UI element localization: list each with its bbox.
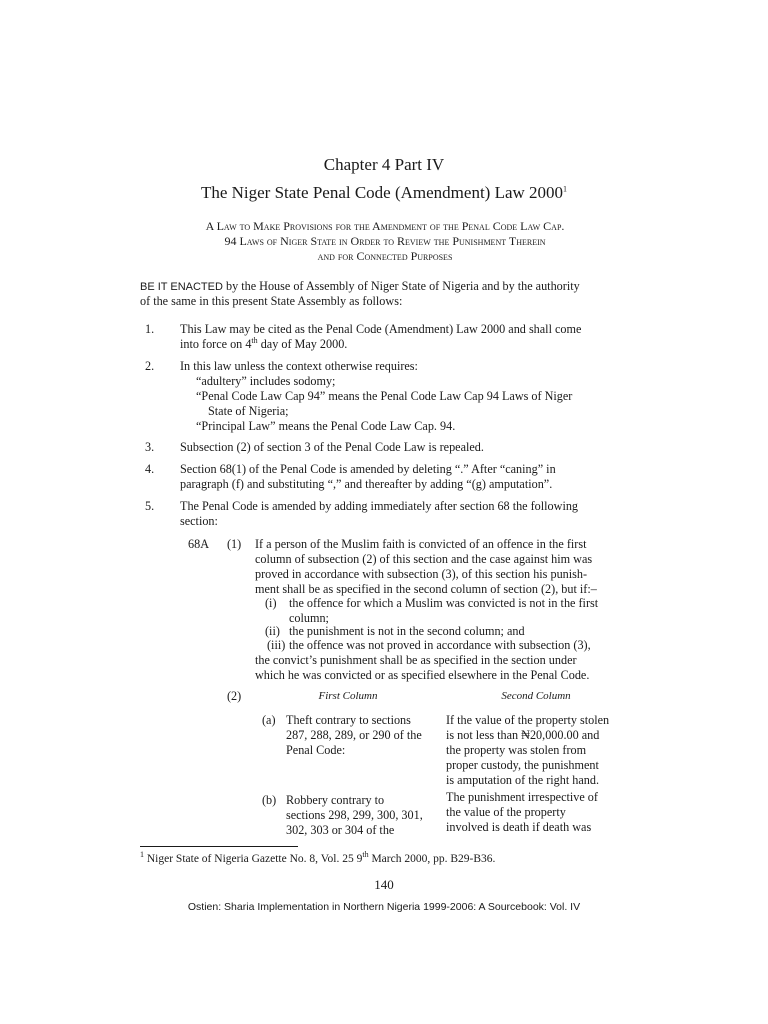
- condition-i-label: (i): [265, 596, 277, 610]
- subsection-2-label: (2): [227, 689, 242, 703]
- s68a-p1-line-4: ment shall be as specified in the second column of section (2), but if:–: [255, 582, 597, 596]
- row-b-c2-line: the value of the property: [446, 805, 566, 819]
- section-4-line-1: Section 68(1) of the Penal Code is amended by deleting “.” After “caning” in: [180, 462, 556, 476]
- section-5-line-2: section:: [180, 514, 218, 528]
- page-number: 140: [374, 877, 394, 892]
- section-4-number: 4.: [145, 462, 155, 476]
- section-2-number: 2.: [145, 359, 155, 373]
- section-2-intro: In this law unless the context otherwise requires:: [180, 359, 418, 373]
- section-1-date-a: into force on 4: [180, 337, 252, 351]
- s68a-p2-line-2: which he was convicted or as specified elsewhere in the Penal Code.: [255, 668, 590, 682]
- enacting-text-1: by the House of Assembly of Niger State of Nigeria and by the authority: [222, 279, 580, 293]
- s68a-p1-line-1: If a person of the Muslim faith is convicted of an offence in the first: [255, 537, 587, 551]
- row-a-c2-line: is amputation of the right hand.: [446, 773, 599, 787]
- enacting-lead: BE IT ENACTED: [140, 281, 223, 293]
- row-a-c2-line: proper custody, the punishment: [446, 758, 599, 772]
- first-column-heading: First Column: [318, 690, 378, 702]
- long-title-line-3: and for Connected Purposes: [317, 249, 453, 263]
- row-b-c2-line: involved is death if death was: [446, 820, 592, 834]
- definition-principal-law: “Principal Law” means the Penal Code Law Cap. 94.: [196, 419, 456, 433]
- section-1-line-2: [180, 337, 630, 352]
- footnote-number: 1: [140, 850, 144, 860]
- row-b-c2-line: The punishment irrespective of: [446, 790, 598, 804]
- row-b-c1-line: Robbery contrary to: [286, 793, 385, 807]
- enacting-clause-line-2: of the same in this present State Assembly as follows:: [140, 294, 403, 308]
- definition-penal-code-line-2: State of Nigeria;: [208, 404, 289, 418]
- row-a-c2-line: If the value of the property stolen: [446, 713, 610, 727]
- section-1-date-b: day of May 2000.: [257, 337, 348, 351]
- footnote: [140, 852, 640, 866]
- definition-penal-code-line-1: “Penal Code Law Cap 94” means the Penal Code Law Cap 94 Laws of Niger: [196, 389, 573, 403]
- section-1-number: 1.: [145, 322, 155, 336]
- condition-iii-label: (iii): [267, 638, 286, 652]
- footnote-marker: 1: [563, 184, 568, 194]
- row-a-c2-line: the property was stolen from: [446, 743, 587, 757]
- footnote-date-sup: th: [362, 850, 369, 860]
- condition-i-line-2: column;: [289, 611, 329, 625]
- law-title-text: The Niger State Penal Code (Amendment) Law 2000: [200, 183, 564, 202]
- section-5-number: 5.: [145, 499, 155, 513]
- condition-i-line-1: the offence for which a Muslim was convicted is not in the first: [289, 596, 599, 610]
- row-b-label: (b): [262, 793, 277, 807]
- law-title: [0, 183, 768, 203]
- section-3-number: 3.: [145, 440, 155, 454]
- section-68a-label: 68A: [188, 537, 209, 551]
- section-5-line-1: The Penal Code is amended by adding immediately after section 68 the following: [180, 499, 579, 513]
- s68a-p1-line-2: column of subsection (2) of this section and the case against him was: [255, 552, 593, 566]
- section-1-date-sup: th: [251, 335, 258, 345]
- condition-ii-label: (ii): [265, 624, 280, 638]
- section-3-text: Subsection (2) of section 3 of the Penal Code Law is repealed.: [180, 440, 484, 454]
- subsection-1-label: (1): [227, 537, 242, 551]
- footnote-rule: [140, 846, 298, 847]
- enacting-clause-line-1: [140, 279, 630, 295]
- second-column-heading: Second Column: [501, 690, 571, 702]
- row-b-second-column: [446, 790, 630, 835]
- condition-ii-text: the punishment is not in the second column; and: [289, 624, 525, 638]
- section-1-line-1: This Law may be cited as the Penal Code (Amendment) Law 2000 and shall come: [180, 322, 582, 336]
- row-a-c1-line: 287, 288, 289, or 290 of the: [286, 728, 422, 742]
- s68a-p2-line-1: the convict’s punishment shall be as specified in the section under: [255, 653, 577, 667]
- long-title-line-2: 94 Laws of Niger State in Order to Review the Punishment Therein: [224, 234, 546, 248]
- s68a-p1-line-3: proved in accordance with subsection (3), of this section his punish-: [255, 567, 588, 581]
- row-a-first-column: [286, 713, 434, 758]
- running-footer: Ostien: Sharia Implementation in Northern Nigeria 1999-2006: A Sourcebook: Vol. IV: [187, 901, 581, 913]
- section-4-line-2: paragraph (f) and substituting “,” and thereafter by adding “(g) amputation”.: [180, 477, 553, 491]
- long-title-line-1: A Law to Make Provisions for the Amendment of the Penal Code Law Cap.: [205, 219, 565, 233]
- row-b-first-column: [286, 793, 434, 838]
- row-a-second-column: [446, 713, 630, 788]
- row-a-label: (a): [262, 713, 276, 727]
- footnote-text-2: March 2000, pp. B29-B36.: [368, 853, 496, 865]
- row-a-c1-line: Penal Code:: [286, 743, 346, 757]
- row-a-c2-line: is not less than ₦20,000.00 and: [446, 728, 600, 742]
- footnote-text: Niger State of Nigeria Gazette No. 8, Vol. 25 9: [144, 853, 363, 865]
- chapter-heading: Chapter 4 Part IV: [323, 155, 445, 174]
- row-b-c1-line: sections 298, 299, 300, 301,: [286, 808, 423, 822]
- definition-adultery: “adultery” includes sodomy;: [196, 374, 336, 388]
- row-b-c1-line: 302, 303 or 304 of the: [286, 823, 395, 837]
- row-a-c1-line: Theft contrary to sections: [286, 713, 411, 727]
- condition-iii-text: the offence was not proved in accordance with subsection (3),: [289, 638, 591, 652]
